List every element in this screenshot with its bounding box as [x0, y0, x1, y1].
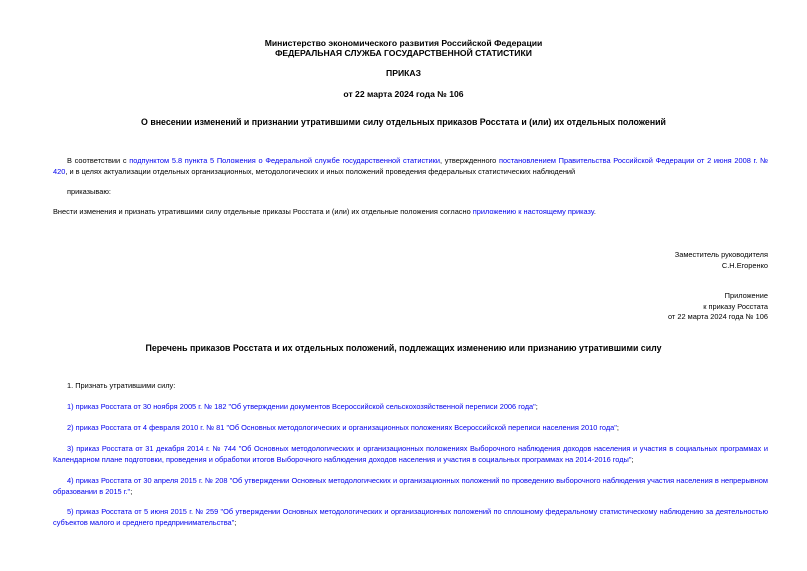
government-decree-link[interactable]: постановлением Правительства Российской Федерации от 2 июня 2008 г. № 420 [53, 156, 769, 176]
section-1-heading: 1. Признать утратившими силу: [67, 381, 176, 390]
signature-name: С.Н.Егоренко [721, 260, 768, 270]
list-item [53, 476, 768, 497]
preamble-text-3: , и в целях актуализации отдельных организационных, методологических и иных положений проведения федеральных статистических наблюдений [65, 166, 576, 176]
order-link[interactable]: 1) приказ Росстата от 30 ноября 2005 г. № 182 "Об утверждении документов Всероссийской сельскохозяйственной переписи 2006 года" [67, 402, 536, 411]
order-paragraph [53, 207, 768, 218]
order-link[interactable]: 2) приказ Росстата от 4 февраля 2010 г. № 81 "Об Основных методологических и организационных положениях Всероссийской переписи населения 2010 года" [67, 423, 617, 432]
appendix-line-1: Приложение [724, 291, 768, 300]
item-tail: ; [535, 402, 538, 411]
item-tail: ; [616, 423, 619, 432]
order-link[interactable]: 5) приказ Росстата от 5 июня 2015 г. № 259 "Об утверждении Основных методологических и организационных положений по сплошному федеральному статистическому наблюдению за деятельностью субъектов малого и среднего предпринимательства" [53, 507, 768, 527]
document-date-number: от 22 марта 2024 года № 106 [343, 89, 464, 99]
order-word: приказываю: [67, 187, 111, 196]
preamble-paragraph [53, 156, 768, 177]
list-item [53, 444, 768, 465]
appendix-line-2: к приказу Росстата [703, 301, 768, 311]
item-tail: ; [234, 517, 237, 527]
preamble-text-2: , утвержденного [440, 156, 499, 165]
order-text-2: . [593, 207, 596, 216]
document-type: ПРИКАЗ [386, 68, 421, 78]
ministry-name: Министерство экономического развития Российской Федерации [264, 38, 543, 48]
document-title: О внесении изменений и признании утратившими силу отдельных приказов Росстата и (или) их отдельных положений [141, 117, 666, 127]
list-item [53, 402, 768, 413]
list-title: Перечень приказов Росстата и их отдельных положений, подлежащих изменению или признанию утратившими силу [145, 343, 662, 353]
signature-position: Заместитель руководителя [674, 250, 768, 259]
regulation-link[interactable]: подпунктом 5.8 пункта 5 Положения о Федеральной службе государственной статистики [129, 156, 441, 165]
order-link[interactable]: 3) приказ Росстата от 31 декабря 2014 г. № 744 "Об Основных методологических и организационных положениях Выборочного наблюдения доходов населения и участия в социальных программах и Календарном плане подготовки, проведения и обработки итогов Выборочного наблюдения доходов населения и участия в социальных программах на 2014-2016 годы" [53, 444, 768, 464]
list-item [53, 423, 768, 434]
order-link[interactable]: 4) приказ Росстата от 30 апреля 2015 г. № 208 "Об утверждении Основных методологических и организационных положений по проведению выборочного наблюдения участия населения в непрерывном образовании в 2015 г." [53, 476, 768, 496]
order-text-1: Внести изменения и признать утратившими силу отдельные приказы Росстата и (или) их отдельные положения согласно [53, 207, 473, 216]
preamble-text-1: В соответствии с [67, 156, 130, 165]
list-item [53, 507, 768, 528]
item-tail: ; [631, 454, 634, 464]
item-tail: ; [130, 486, 133, 496]
service-name: ФЕДЕРАЛЬНАЯ СЛУЖБА ГОСУДАРСТВЕННОЙ СТАТИСТИКИ [275, 48, 532, 58]
appendix-link[interactable]: приложению к настоящему приказу [472, 207, 594, 216]
appendix-line-3: от 22 марта 2024 года № 106 [667, 312, 768, 322]
appendix-header [668, 291, 768, 323]
signature-block [675, 250, 768, 271]
